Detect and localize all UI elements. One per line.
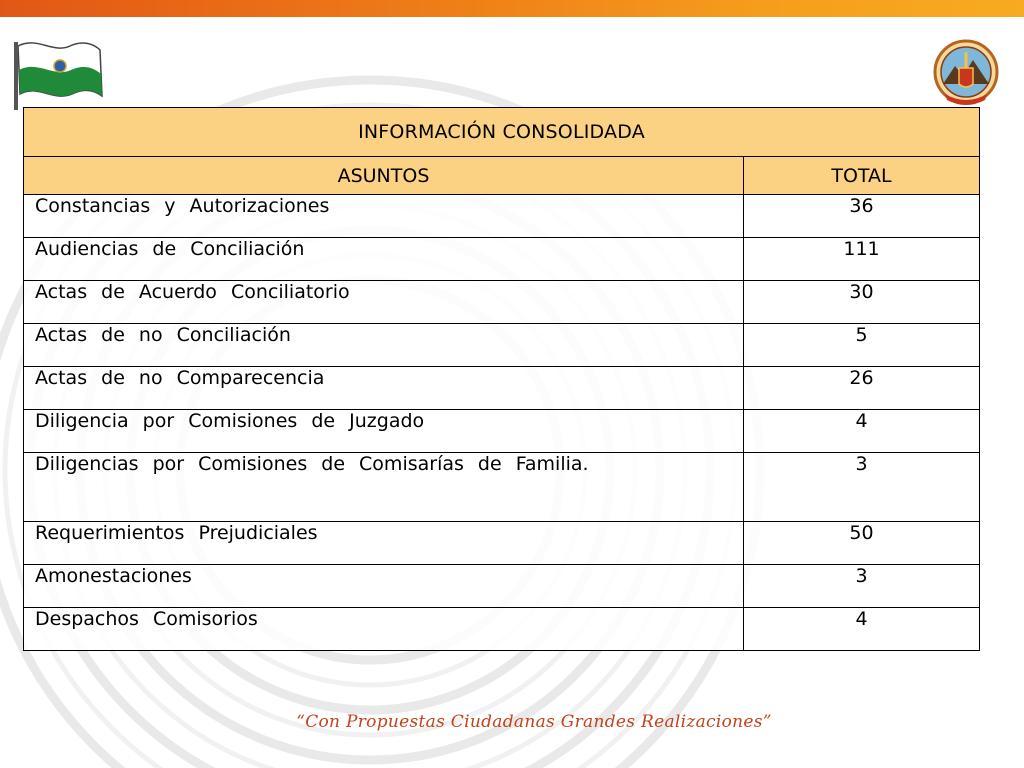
municipal-seal-icon (933, 38, 999, 108)
row-total: 3 (744, 565, 980, 608)
table-row (24, 238, 980, 281)
consolidated-info-table (23, 107, 980, 651)
department-flag-icon (8, 34, 106, 112)
row-asunto: Actas de no Comparecencia (24, 367, 744, 410)
header-asuntos: ASUNTOS (24, 157, 744, 195)
row-asunto: Despachos Comisorios (24, 608, 744, 651)
row-asunto: Constancias y Autorizaciones (24, 195, 744, 238)
row-total: 5 (744, 324, 980, 367)
table-row (24, 453, 980, 522)
row-asunto: Amonestaciones (24, 565, 744, 608)
row-total: 50 (744, 522, 980, 565)
row-asunto: Diligencia por Comisiones de Juzgado (24, 410, 744, 453)
row-total: 111 (744, 238, 980, 281)
table-row (24, 324, 980, 367)
table-row (24, 522, 980, 565)
row-asunto: Actas de Acuerdo Conciliatorio (24, 281, 744, 324)
row-asunto: Actas de no Conciliación (24, 324, 744, 367)
table-row (24, 367, 980, 410)
row-total: 4 (744, 410, 980, 453)
row-asunto: Diligencias por Comisiones de Comisarías de Familia. (24, 453, 744, 522)
table-row (24, 565, 980, 608)
row-asunto: Requerimientos Prejudiciales (24, 522, 744, 565)
header-total: TOTAL (744, 157, 980, 195)
row-total: 36 (744, 195, 980, 238)
table-header-row (24, 157, 980, 195)
table-row (24, 608, 980, 651)
table-row (24, 281, 980, 324)
table-title: INFORMACIÓN CONSOLIDADA (24, 108, 980, 157)
table-title-row (24, 108, 980, 157)
footer-slogan: “Con Propuestas Ciudadanas Grandes Realizaciones” (296, 712, 772, 732)
row-total: 30 (744, 281, 980, 324)
table-row (24, 195, 980, 238)
table-row (24, 410, 980, 453)
row-total: 4 (744, 608, 980, 651)
row-total: 3 (744, 453, 980, 522)
row-total: 26 (744, 367, 980, 410)
row-asunto: Audiencias de Conciliación (24, 238, 744, 281)
